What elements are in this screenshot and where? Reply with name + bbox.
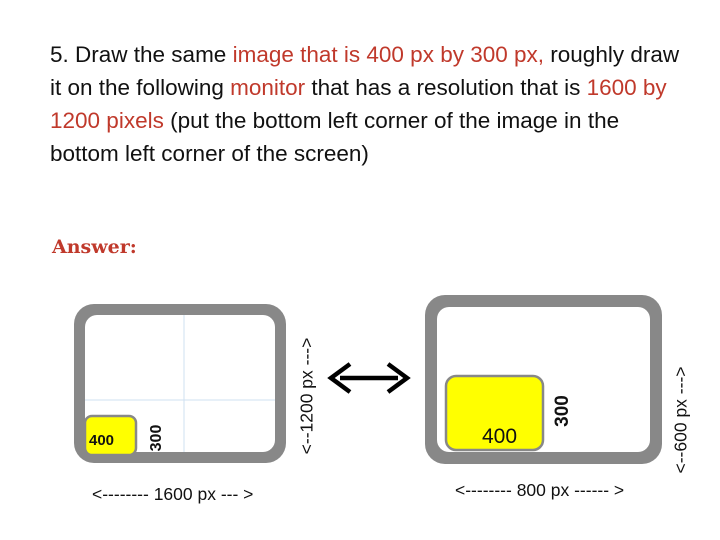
question-part: (put the bottom left corner of the image in the bottom left corner of the screen) [50, 108, 620, 166]
question-highlight-resolution: 1600 by 1200 pixels [50, 75, 667, 133]
question-highlight-monitor: monitor [230, 75, 306, 100]
answer-label: Answer: [52, 236, 137, 258]
double-arrow-icon [331, 364, 407, 392]
left-image-height-label: 300 [148, 424, 165, 452]
right-monitor [425, 295, 662, 464]
left-screen-width-label: <-------- 1600 px --- > [92, 484, 254, 504]
right-image-height-label: 300 [552, 395, 573, 427]
right-image-width-label: 400 [482, 425, 518, 448]
question-part: roughly draw it on the following [50, 42, 680, 100]
right-screen-height-label: <--600 px ---> [670, 366, 691, 474]
question-highlight-image: image that is 400 px by 300 px, [232, 42, 545, 67]
left-image-width-label: 400 [89, 432, 115, 449]
right-screen-width-label: <-------- 800 px ------ > [455, 480, 625, 500]
left-screen-height-label: <--1200 px ---> [296, 337, 317, 455]
question-number: 5. [50, 42, 69, 67]
question-part: Draw the same [68, 42, 233, 67]
question-part: that has a resolution that is [305, 75, 587, 100]
